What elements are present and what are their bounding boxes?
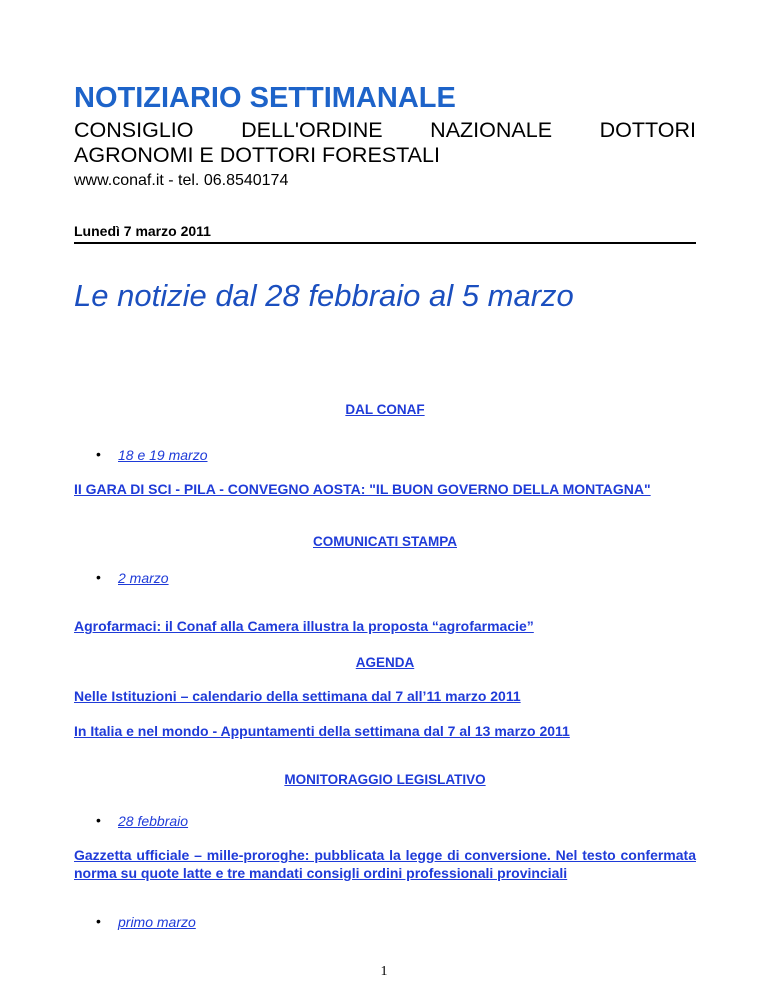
- organization-line-2: AGRONOMI E DOTTORI FORESTALI: [74, 143, 440, 167]
- bullet-icon: •: [96, 913, 101, 929]
- agenda-italia-mondo-link[interactable]: In Italia e nel mondo - Appuntamenti della settimana dal 7 al 13 marzo 2011: [74, 723, 570, 739]
- section-dal-conaf[interactable]: DAL CONAF: [345, 402, 425, 417]
- bullet-icon: •: [96, 446, 101, 462]
- monitoraggio-date-link-1[interactable]: 28 febbraio: [118, 813, 189, 829]
- section-comunicati-stampa[interactable]: COMUNICATI STAMPA: [313, 534, 457, 549]
- header-divider: [74, 242, 696, 244]
- bullet-icon: •: [96, 569, 101, 585]
- comunicati-link[interactable]: Agrofarmaci: il Conaf alla Camera illustra la proposta “agrofarmacie”: [74, 618, 534, 634]
- agenda-istituzioni-link[interactable]: Nelle Istituzioni – calendario della settimana dal 7 all’11 marzo 2011: [74, 688, 521, 704]
- contact-line: www.conaf.it - tel. 06.8540174: [74, 172, 289, 189]
- headline: Le notizie dal 28 febbraio al 5 marzo: [74, 278, 574, 313]
- conaf-date-link[interactable]: 18 e 19 marzo: [118, 447, 208, 463]
- issue-date: Lunedì 7 marzo 2011: [74, 223, 211, 239]
- page-number: 1: [380, 964, 388, 979]
- section-agenda[interactable]: AGENDA: [355, 655, 415, 670]
- comunicati-date-link[interactable]: 2 marzo: [118, 570, 169, 586]
- organization-line-1: CONSIGLIO DELL'ORDINE NAZIONALE DOTTORI: [74, 118, 696, 142]
- gazzetta-ufficiale-link[interactable]: Gazzetta ufficiale – mille-proroghe: pubblicata la legge di conversione. Nel testo confermata norma su quote latte e tre mandati consigli ordini professionali provinciali: [74, 847, 696, 881]
- monitoraggio-date-link-2[interactable]: primo marzo: [118, 914, 196, 930]
- conaf-event-link[interactable]: II GARA DI SCI - PILA - CONVEGNO AOSTA: "IL BUON GOVERNO DELLA MONTAGNA": [74, 481, 651, 497]
- section-monitoraggio-legislativo[interactable]: MONITORAGGIO LEGISLATIVO: [284, 772, 486, 787]
- bullet-icon: •: [96, 812, 101, 828]
- newsletter-title: NOTIZIARIO SETTIMANALE: [74, 82, 456, 114]
